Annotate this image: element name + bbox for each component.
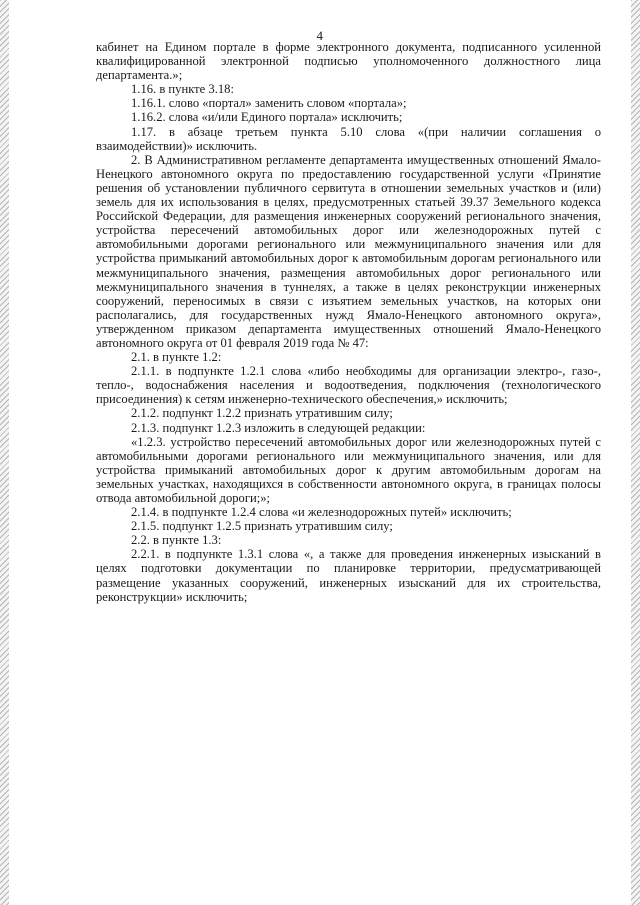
paragraph: 2.1.3. подпункт 1.2.3 изложить в следующей редакции: — [131, 420, 426, 435]
document-body — [96, 40, 601, 604]
paragraph: 2.1. в пункте 1.2: — [131, 350, 222, 365]
page-number: 4 — [316, 28, 324, 43]
paragraph: 1.16.1. слово «портал» заменить словом «портала»; — [131, 96, 407, 111]
paragraph: 1.16.2. слова «и/или Единого портала» исключить; — [131, 110, 403, 125]
paragraph: 2.1.1. в подпункте 1.2.1 слова «либо необходимы для организации электро-, газо-, тепло-, водоснабжения населения и водоотведения, подключения (технологического присоединения) к сетям инженерно-технического обеспечения,» исключить; — [96, 364, 601, 407]
paragraph: 2.2. в пункте 1.3: — [131, 533, 222, 548]
paragraph: 1.16. в пункте 3.18: — [131, 82, 234, 97]
paragraph: 2.1.2. подпункт 1.2.2 признать утратившим силу; — [131, 406, 393, 421]
paragraph: 2.1.5. подпункт 1.2.5 признать утратившим силу; — [131, 519, 393, 534]
paragraph: 1.17. в абзаце третьем пункта 5.10 слова «(при наличии соглашения о взаимодействии)» исключить. — [96, 124, 601, 153]
paragraph: кабинет на Едином портале в форме электронного документа, подписанного усиленной квалифицированной электронной подписью уполномоченного должностного лица департамента.»; — [96, 40, 601, 83]
paragraph: «1.2.3. устройство пересечений автомобильных дорог или железнодорожных путей с автомобильными дорогами регионального или межмуниципального значения, или для устройства примыканий автомобильных дорог к другим автомобильным дорогам на земельных участках, находящихся в собственности автономного округа, в границах полосы отвода автомобильной дороги;»; — [96, 434, 601, 505]
left-edge-hatch — [0, 0, 9, 905]
paragraph: 2.1.4. в подпункте 1.2.4 слова «и железнодорожных путей» исключить; — [131, 505, 512, 520]
right-edge-hatch — [631, 0, 640, 905]
paragraph: 2. В Административном регламенте департамента имущественных отношений Ямало-Ненецкого автономного округа по предоставлению государственной услуги «Принятие решения об установлении публичного сервитута в отношении земельных участков и (или) земель для их использования в целях, предусмотренных статьей 39.37 Земельного кодекса Российской Федерации, для размещения инженерных сооружений регионального значения, устройства пересечений автомобильных дорог или железнодорожных путей с автомобильными дорогами регионального или межмуниципального значения или для устройства примыканий автомобильных дорог к автомобильным дорогам регионального или межмуниципального значения, размещения автомобильных дорог регионального или межмуниципального значения в туннелях, а также в целях реконструкции инженерных сооружений, переносимых в связи с изъятием земельных участков, на которых они располагались, для государственных нужд Ямало-Ненецкого автономного округа», утвержденном приказом департамента имущественных отношений Ямало-Ненецкого автономного округа от 01 февраля 2019 года № 47: — [96, 152, 601, 350]
paragraph: 2.2.1. в подпункте 1.3.1 слова «, а также для проведения инженерных изысканий в целях подготовки документации по планировке территории, предусматривающей размещение указанных сооружений, инженерных изысканий для их строительства, реконструкции» исключить; — [96, 547, 601, 604]
